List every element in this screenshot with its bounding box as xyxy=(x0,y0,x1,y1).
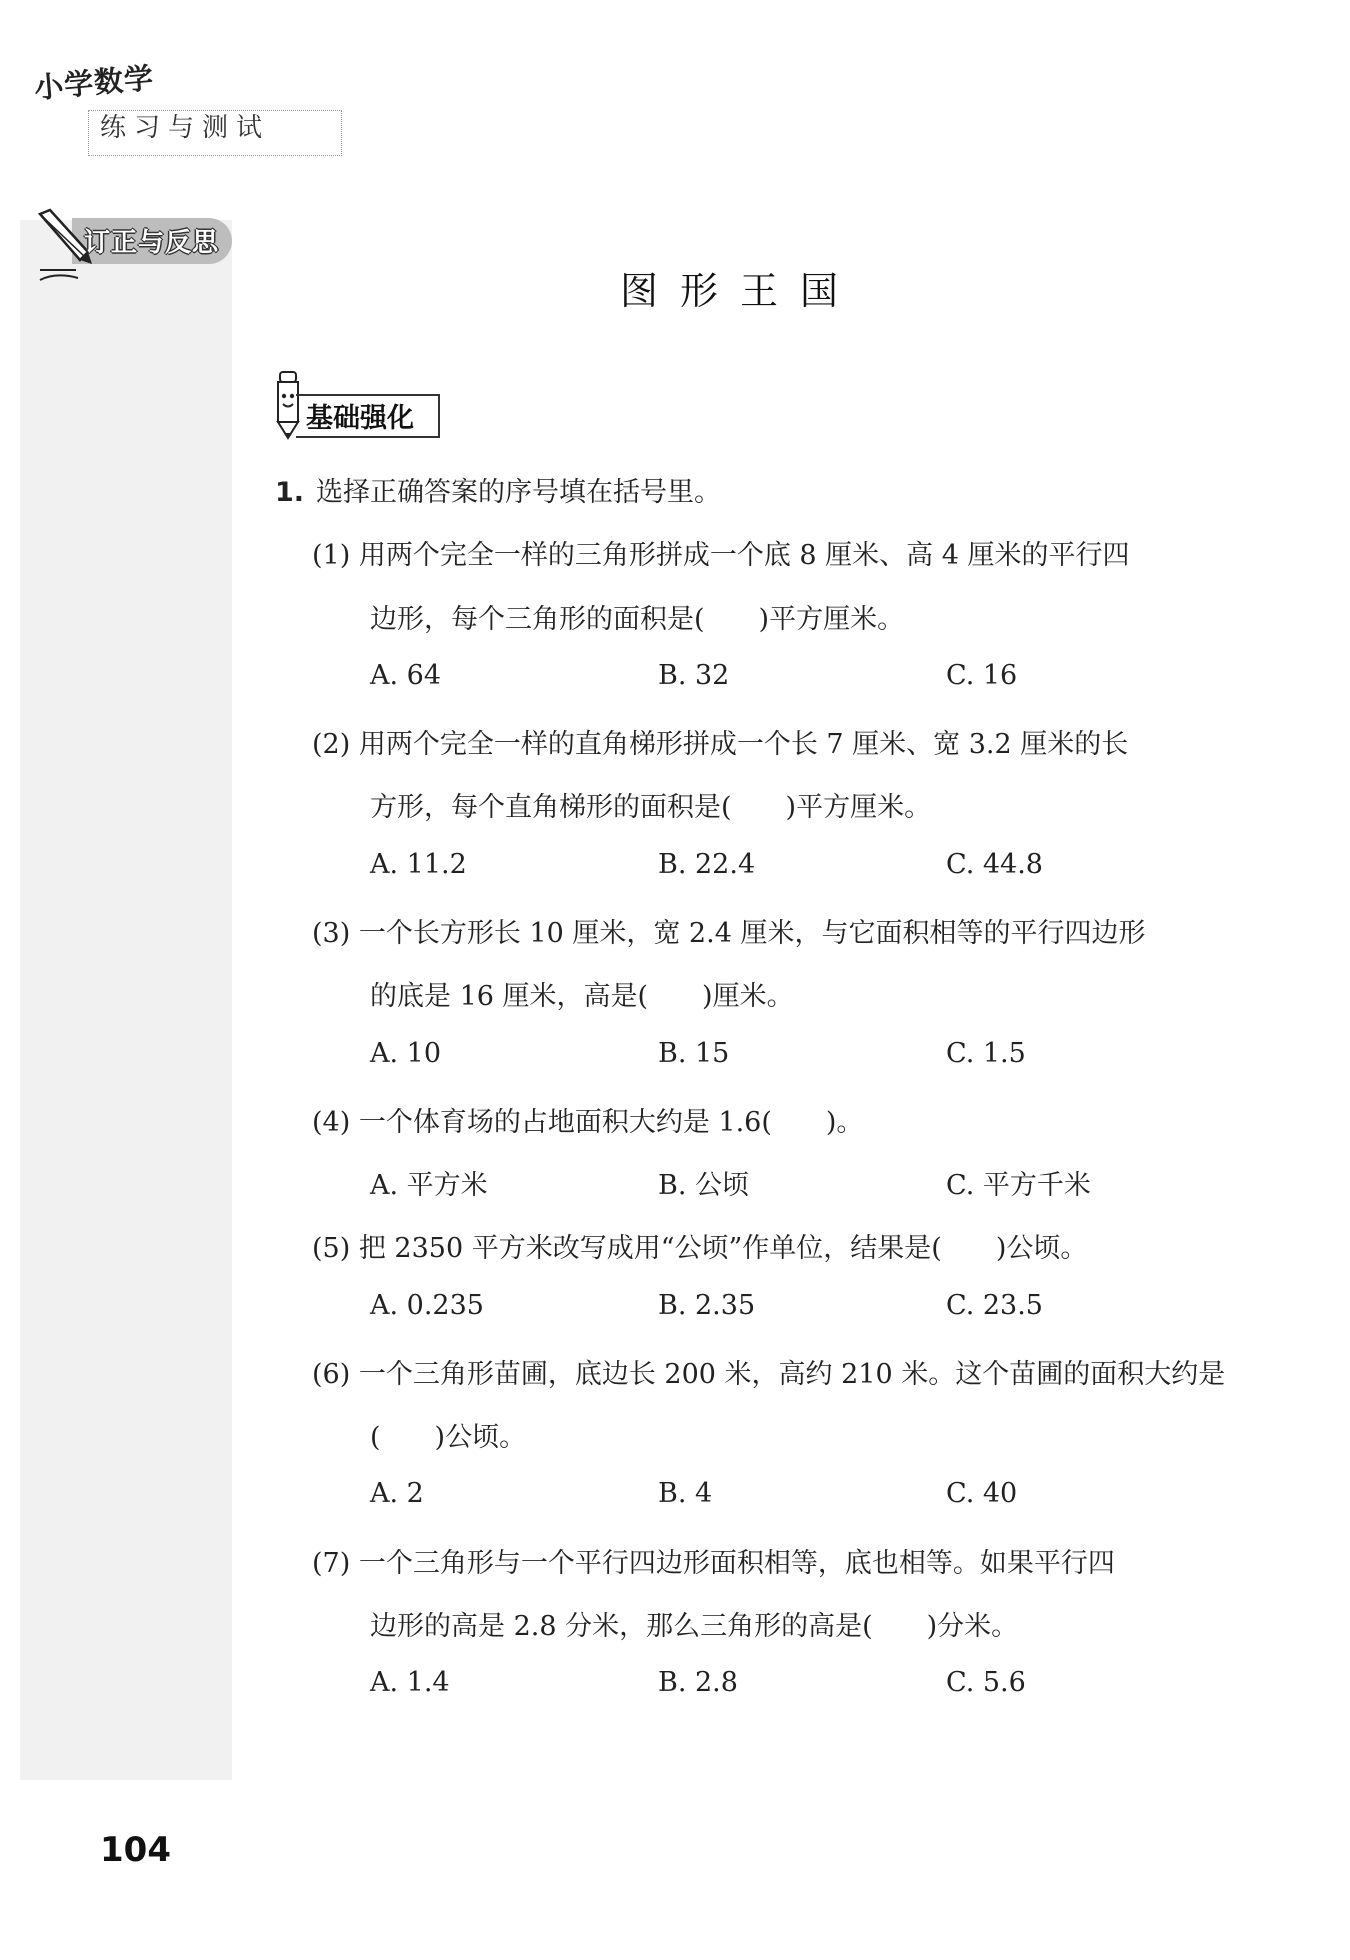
question-number: 1. xyxy=(275,477,305,508)
subquestion-line-continued: 边形，每个三角形的面积是( )平方厘米。 xyxy=(370,604,905,635)
book-title: 小学数学 xyxy=(32,60,156,106)
answer-option: B. 32 xyxy=(658,660,730,691)
answer-option: C. 44.8 xyxy=(946,849,1043,880)
answer-option: B. 15 xyxy=(658,1038,730,1069)
subquestion-line: (5) 把 2350 平方米改写成用“公顷”作单位，结果是( )公顷。 xyxy=(312,1233,1088,1264)
answer-option: C. 16 xyxy=(946,660,1018,691)
answer-option: A. 64 xyxy=(370,660,442,691)
answer-option: B. 公顷 xyxy=(658,1170,750,1201)
answer-option: A. 0.235 xyxy=(370,1290,484,1321)
answer-option: C. 1.5 xyxy=(946,1038,1026,1069)
subquestion-line-continued: 边形的高是 2.8 分米，那么三角形的高是( )分米。 xyxy=(370,1611,1019,1642)
answer-option: A. 2 xyxy=(370,1478,424,1509)
subquestion-line-continued: 的底是 16 厘米，高是( )厘米。 xyxy=(370,981,794,1012)
question-prompt xyxy=(275,470,721,509)
answer-option: B. 2.35 xyxy=(658,1290,756,1321)
page-title: 图形王国 xyxy=(620,269,861,313)
subquestion-line: (6) 一个三角形苗圃，底边长 200 米，高约 210 米。这个苗圃的面积大约是 xyxy=(312,1359,1226,1390)
correction-sidebar xyxy=(20,220,232,1780)
question-text: 选择正确答案的序号填在括号里。 xyxy=(316,477,722,508)
answer-option: A. 1.4 xyxy=(370,1667,450,1698)
answer-option: C. 平方千米 xyxy=(946,1170,1091,1201)
subquestion-line-continued: 方形，每个直角梯形的面积是( )平方厘米。 xyxy=(370,792,932,823)
subquestion-line: (7) 一个三角形与一个平行四边形面积相等，底也相等。如果平行四 xyxy=(312,1548,1115,1579)
sidebar-title: 订正与反思 xyxy=(84,228,220,258)
answer-option: A. 11.2 xyxy=(370,849,467,880)
answer-option: C. 5.6 xyxy=(946,1667,1026,1698)
page-number: 104 xyxy=(100,1830,171,1870)
answer-option: C. 23.5 xyxy=(946,1290,1043,1321)
subquestion-line-continued: ( )公顷。 xyxy=(370,1422,527,1453)
book-subtitle: 练习与测试 xyxy=(100,113,271,143)
answer-option: B. 2.8 xyxy=(658,1667,738,1698)
subquestion-line: (4) 一个体育场的占地面积大约是 1.6( )。 xyxy=(312,1107,864,1138)
answer-option: A. 10 xyxy=(370,1038,442,1069)
subquestion-line: (1) 用两个完全一样的三角形拼成一个底 8 厘米、高 4 厘米的平行四 xyxy=(312,540,1130,571)
answer-option: C. 40 xyxy=(946,1478,1018,1509)
answer-option: B. 4 xyxy=(658,1478,713,1509)
answer-option: A. 平方米 xyxy=(370,1170,488,1201)
subquestion-line: (3) 一个长方形长 10 厘米，宽 2.4 厘米，与它面积相等的平行四边形 xyxy=(312,918,1146,949)
answer-option: B. 22.4 xyxy=(658,849,756,880)
section-label: 基础强化 xyxy=(306,403,414,434)
subquestion-line: (2) 用两个完全一样的直角梯形拼成一个长 7 厘米、宽 3.2 厘米的长 xyxy=(312,729,1129,760)
